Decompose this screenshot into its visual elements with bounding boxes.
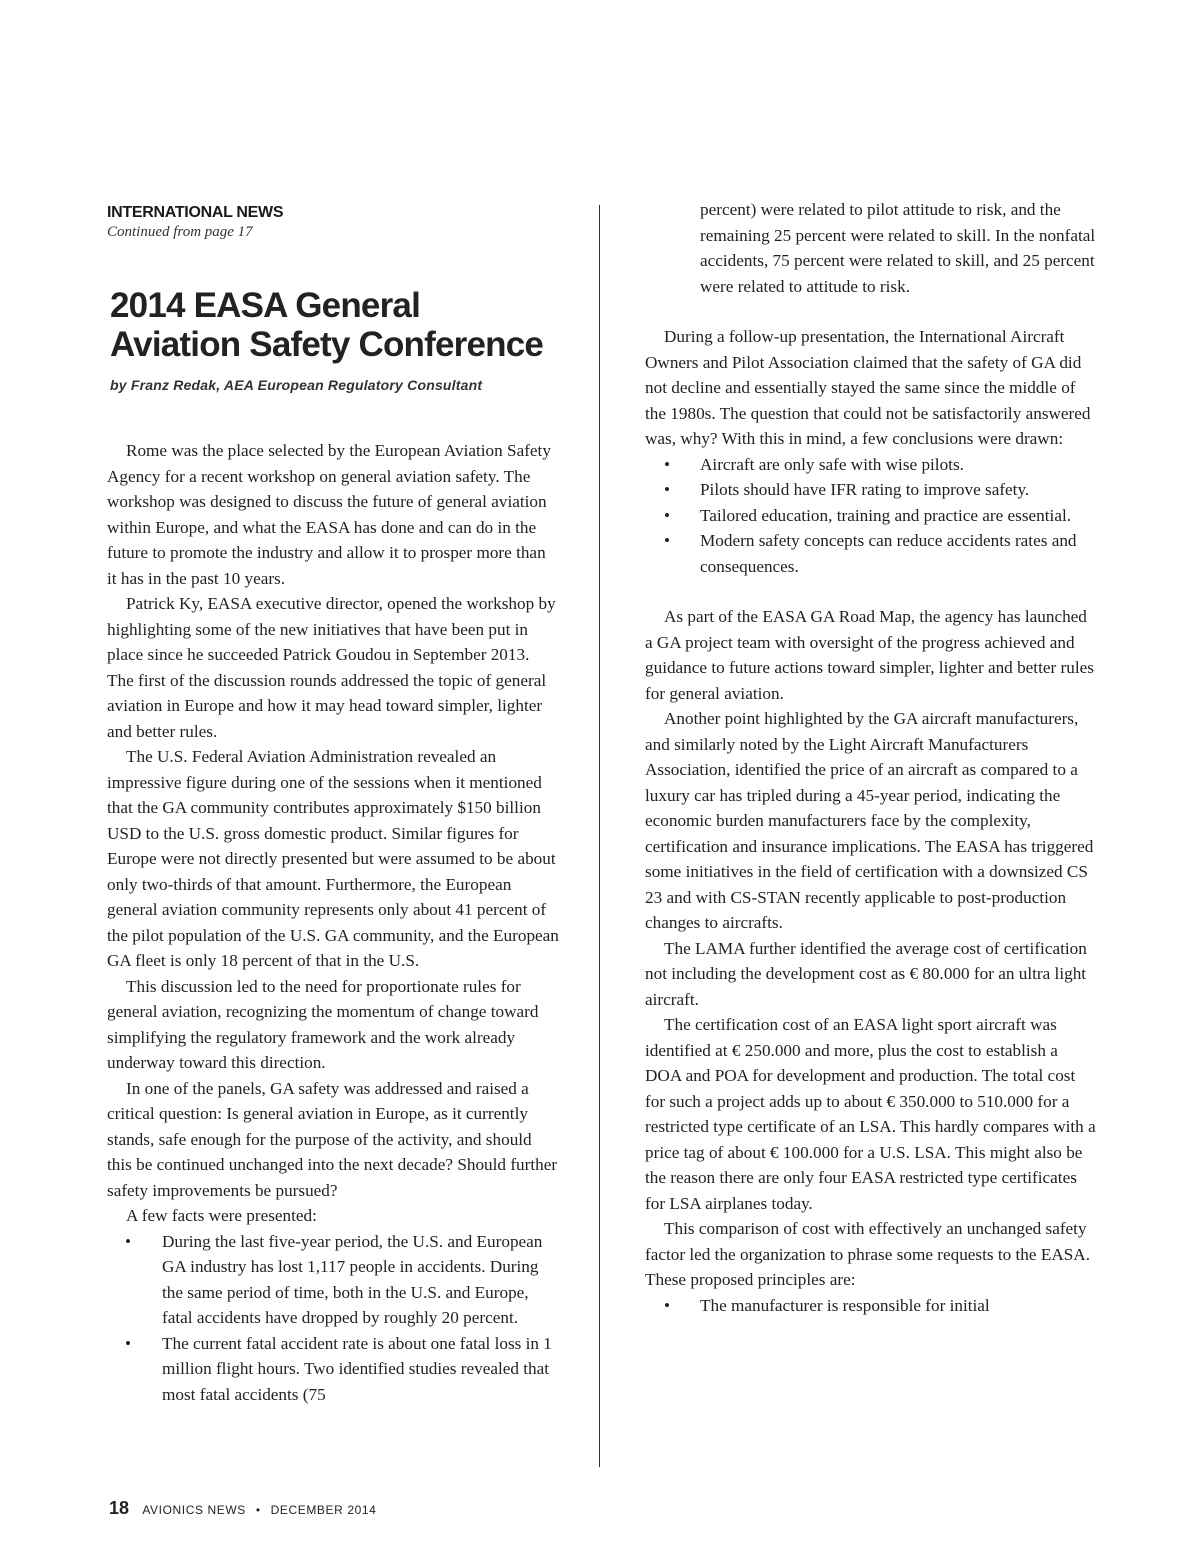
page-number: 18 xyxy=(109,1498,130,1518)
title-line-1: 2014 EASA General xyxy=(110,286,420,325)
paragraph: During a follow-up presentation, the International Aircraft Owners and Pilot Association claimed that the safety of GA did not decline and essentially stayed the same since the middle of the 1980s. The question that could not be satisfactorily answered was, why? With this in mind, a few conclusions were drawn: xyxy=(645,327,1091,448)
list-item xyxy=(645,503,1097,529)
right-column xyxy=(645,197,1097,1318)
byline: by Franz Redak, AEA European Regulatory Consultant xyxy=(110,377,483,393)
list-item-text: During the last five-year period, the U.S. and European GA industry has lost 1,117 people in accidents. During the same period of time, both in the U.S. and Europe, fatal accidents have dropped by roughly 20 percent. xyxy=(162,1231,543,1327)
list-item-text: Modern safety concepts can reduce accidents rates and consequences. xyxy=(700,531,1077,576)
paragraph: In one of the panels, GA safety was addressed and raised a critical question: Is general aviation in Europe, as it currently stands, safe enough for the purpose of the activity, and should this be continued unchanged into the next decade? Should further safety improvements be pursued? xyxy=(107,1078,558,1200)
paragraph: This comparison of cost with effectively an unchanged safety factor led the organization to phrase some requests to the EASA. These proposed principles are: xyxy=(645,1219,1091,1289)
paragraph: This discussion led to the need for proportionate rules for general aviation, recognizing the momentum of change toward simplifying the regulatory framework and the work already underway toward this direction. xyxy=(107,976,539,1072)
bullet-list xyxy=(645,1293,1097,1319)
paragraph: The LAMA further identified the average cost of certification not including the development cost as € 80.000 for an ultra light aircraft. xyxy=(645,938,1087,1009)
paragraph: The certification cost of an EASA light sport aircraft was identified at € 250.000 and more, plus the cost to establish a DOA and POA for development and production. The total cost for such a project adds up to about € 350.000 to 510.000 for a restricted type certificate of an LSA. This hardly compares with a price tag of about € 100.000 for a U.S. LSA. This might also be the reason there are only four EASA restricted type certificates for LSA airplanes today. xyxy=(645,1015,1096,1213)
bullet-marker: • xyxy=(664,531,671,550)
bullet-marker: • xyxy=(664,454,671,474)
column-divider xyxy=(599,205,600,1467)
list-item-text: The manufacturer is responsible for initial xyxy=(700,1295,990,1315)
list-item xyxy=(645,477,1097,503)
paragraph: A few facts were presented: xyxy=(126,1206,317,1225)
bullet-marker: • xyxy=(125,1333,132,1353)
title-line-2: Aviation Safety Conference xyxy=(110,325,544,364)
list-item xyxy=(107,1331,559,1408)
left-column xyxy=(107,197,559,1407)
paragraph: Another point highlighted by the GA aircraft manufacturers, and similarly noted by the Light Aircraft Manufacturers Association, identified the price of an aircraft as compared to a luxury car has tripled during a 45-year period, indicating the economic burden manufacturers face by the complexity, certification and insurance implications. The EASA has triggered some initiatives in the field of certification with a downsized CS 23 and with CS-STAN recently applicable to post-production changes to aircrafts. xyxy=(645,709,1094,932)
list-item-text: Tailored education, training and practice are essential. xyxy=(700,505,1072,525)
paragraph: Patrick Ky, EASA executive director, opened the workshop by highlighting some of the new initiatives that have been put in place since he succeeded Patrick Goudou in September 2013. The first of the discussion rounds addressed the topic of general aviation in Europe and how it may head toward simpler, lighter and better rules. xyxy=(107,594,556,741)
page-footer xyxy=(109,1498,376,1519)
bullet-marker: • xyxy=(664,480,671,499)
list-item xyxy=(645,528,1097,579)
bullet-continuation: percent) were related to pilot attitude to risk, and the remaining 25 percent were related to skill. In the nonfatal accidents, 75 percent were related to skill, and 25 percent were related to attitude to risk. xyxy=(700,200,1096,296)
list-item xyxy=(645,452,1097,478)
publication-name: AVIONICS NEWS xyxy=(142,1503,246,1517)
bullet-marker: • xyxy=(664,1295,671,1315)
list-item xyxy=(107,1229,559,1331)
list-item-text: The current fatal accident rate is about one fatal loss in 1 million flight hours. Two identified studies revealed that most fatal accidents (75 xyxy=(162,1333,552,1404)
paragraph: Rome was the place selected by the European Aviation Safety Agency for a recent workshop on general aviation safety. The workshop was designed to discuss the future of general aviation within Europe, and what the EASA has done and can do in the future to promote the industry and allow it to prosper more than it has in the past 10 years. xyxy=(107,441,551,588)
list-item-text: Pilots should have IFR rating to improve safety. xyxy=(700,480,1030,499)
bullet-list xyxy=(645,452,1097,580)
list-item-text: Aircraft are only safe with wise pilots. xyxy=(700,454,964,474)
bullet-marker: • xyxy=(125,1231,132,1251)
bullet-list xyxy=(107,1229,559,1408)
bullet-marker: • xyxy=(664,505,671,525)
paragraph: As part of the EASA GA Road Map, the agency has launched a GA project team with oversight of the progress achieved and guidance to future actions toward simpler, lighter and better rules for general aviation. xyxy=(645,607,1094,703)
section-label: INTERNATIONAL NEWS xyxy=(107,204,284,221)
continued-from-note: Continued from page 17 xyxy=(107,224,253,240)
footer-separator: • xyxy=(255,1503,261,1517)
list-item xyxy=(645,1293,1097,1319)
paragraph: The U.S. Federal Aviation Administration revealed an impressive figure during one of the sessions when it mentioned that the GA community contributes approximately $150 billion USD to the U.S. gross domestic product. Similar figures for Europe were not directly presented but were assumed to be about only two-thirds of that amount. Furthermore, the European general aviation community represents only about 41 percent of the pilot population of the U.S. GA community, and the European GA fleet is only 18 percent of that in the U.S. xyxy=(107,747,559,970)
article-title xyxy=(110,286,559,364)
issue-date: DECEMBER 2014 xyxy=(270,1503,377,1517)
